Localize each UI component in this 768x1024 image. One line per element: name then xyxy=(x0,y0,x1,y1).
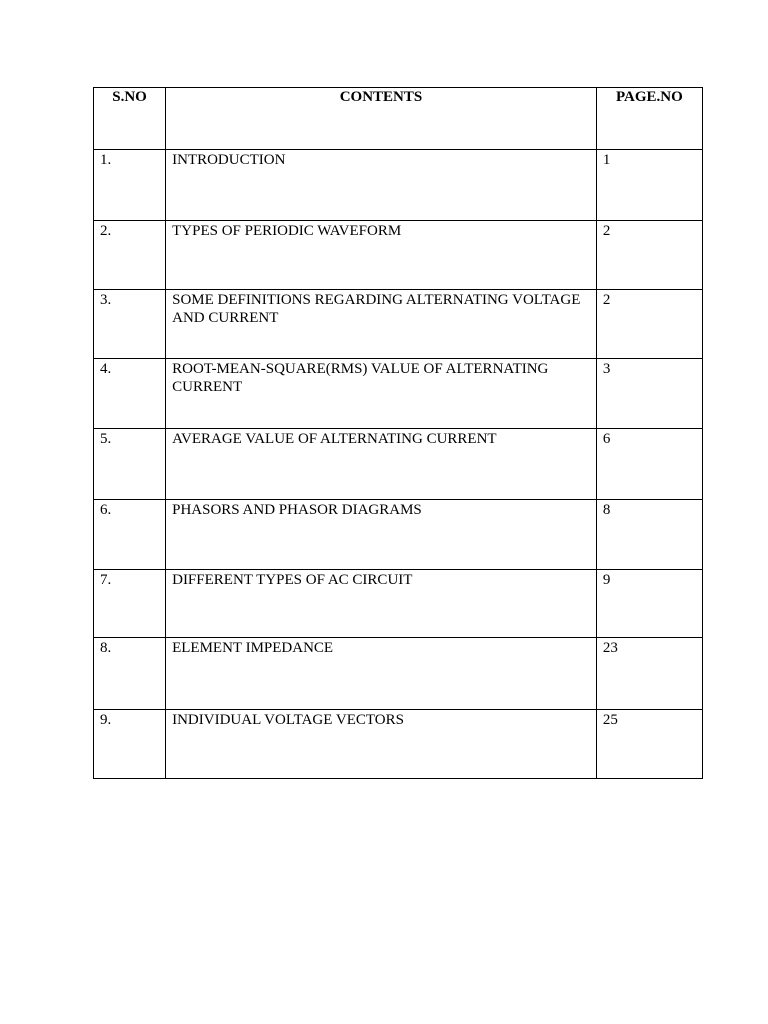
contents-table xyxy=(93,87,703,779)
header-page-no: PAGE.NO xyxy=(596,88,702,150)
row-page: 1 xyxy=(596,150,702,221)
row-sno: 5. xyxy=(94,429,166,500)
table-row xyxy=(94,150,703,221)
table-row xyxy=(94,359,703,429)
row-page: 9 xyxy=(596,570,702,638)
table-row xyxy=(94,429,703,500)
table-row xyxy=(94,638,703,710)
row-page: 8 xyxy=(596,500,702,570)
table-row xyxy=(94,710,703,779)
table-row xyxy=(94,221,703,290)
row-sno: 3. xyxy=(94,290,166,359)
row-sno: 2. xyxy=(94,221,166,290)
header-sno: S.NO xyxy=(94,88,166,150)
table-row xyxy=(94,290,703,359)
row-title: PHASORS AND PHASOR DIAGRAMS xyxy=(166,500,597,570)
row-page: 23 xyxy=(596,638,702,710)
row-sno: 1. xyxy=(94,150,166,221)
row-title: SOME DEFINITIONS REGARDING ALTERNATING VOLTAGE AND CURRENT xyxy=(166,290,597,359)
row-page: 2 xyxy=(596,290,702,359)
row-sno: 6. xyxy=(94,500,166,570)
row-title: TYPES OF PERIODIC WAVEFORM xyxy=(166,221,597,290)
row-page: 25 xyxy=(596,710,702,779)
table-header-row xyxy=(94,88,703,150)
row-title: INTRODUCTION xyxy=(166,150,597,221)
row-page: 2 xyxy=(596,221,702,290)
row-title: INDIVIDUAL VOLTAGE VECTORS xyxy=(166,710,597,779)
row-page: 6 xyxy=(596,429,702,500)
row-title: DIFFERENT TYPES OF AC CIRCUIT xyxy=(166,570,597,638)
row-title: AVERAGE VALUE OF ALTERNATING CURRENT xyxy=(166,429,597,500)
row-title: ROOT-MEAN-SQUARE(RMS) VALUE OF ALTERNATING CURRENT xyxy=(166,359,597,429)
row-sno: 8. xyxy=(94,638,166,710)
row-sno: 9. xyxy=(94,710,166,779)
row-sno: 7. xyxy=(94,570,166,638)
row-title: ELEMENT IMPEDANCE xyxy=(166,638,597,710)
row-page: 3 xyxy=(596,359,702,429)
header-contents: CONTENTS xyxy=(166,88,597,150)
table-row xyxy=(94,570,703,638)
row-sno: 4. xyxy=(94,359,166,429)
table-row xyxy=(94,500,703,570)
